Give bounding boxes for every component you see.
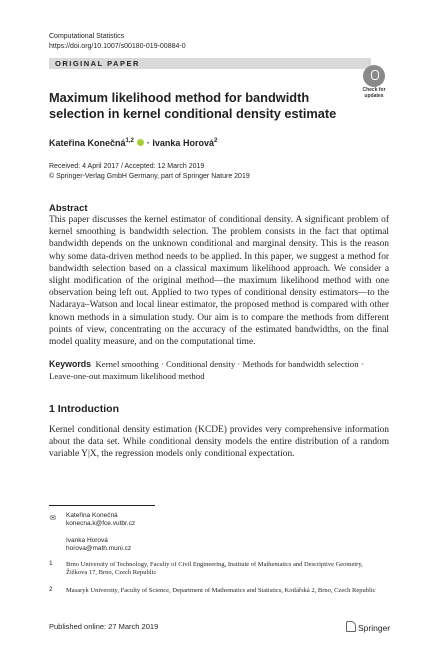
- received-accepted-dates: Received: 4 April 2017 / Accepted: 12 March 2019: [49, 163, 205, 170]
- doi-link[interactable]: https://doi.org/10.1007/s00180-019-00884-0: [49, 43, 186, 50]
- badge-line2: updates: [364, 93, 384, 99]
- springer-horse-icon: [346, 621, 356, 632]
- copyright: © Springer-Verlag GmbH Germany, part of Springer Nature 2019: [49, 172, 250, 180]
- keywords: [49, 358, 389, 382]
- published-online-date: Published online: 27 March 2019: [49, 622, 159, 631]
- contact-1-name: Kateřina Konečná: [66, 512, 118, 519]
- check-updates-icon: [363, 65, 385, 87]
- section-band-label: ORIGINAL PAPER: [55, 59, 140, 68]
- abstract-text: This paper discusses the kernel estimator of conditional density. A significant problem of kernel smoothing is bandwidth selection. The problem consists in the fact that optimal bandwidth depends on the unknown conditional and marginal density. This is the reason why some data-driven method needs to be applied. In this paper, we suggest a method for bandwidth selection based on a classical maximum likelihood approach. We consider a slight modification of the original method—the maximum likelihood method with one observation being left out. Applied to two types of conditional density estimators—to the Nadaraya–Watson and local linear estimator, the proposed method is compared with other known methods in a simulation study. Our aim is to compare the methods from different points of view, concentrating on the accuracy of the estimated bandwidths, on the final model quality measure, and on the computational time.: [49, 215, 389, 348]
- section-band: [49, 58, 371, 69]
- section-heading-introduction: 1 Introduction: [49, 403, 119, 415]
- introduction-text: Kernel conditional density estimation (KCDE) provides very comprehensive information about the data set. While conditional density models the entire distribution of a random variable Y|X, the regression models only conditional expectation.: [49, 425, 389, 460]
- keywords-label: Keywords: [49, 359, 92, 369]
- author-1: Kateřina Konečná: [49, 138, 126, 148]
- author-2-affiliation: 2: [213, 138, 218, 144]
- author-2: Ivanka Horová: [152, 138, 214, 148]
- paper-title: Maximum likelihood method for bandwidth selection in kernel conditional density estimate: [49, 90, 337, 121]
- contact-2-name: Ivanka Horová: [66, 536, 108, 544]
- orcid-icon[interactable]: [137, 139, 144, 146]
- footnote-rule: [49, 505, 155, 506]
- badge-line1: Check for: [362, 87, 386, 93]
- journal-header: [49, 32, 186, 52]
- correspondence: [66, 512, 135, 554]
- affiliation-2-text: Masaryk University, Faculty of Science, Department of Mathematics and Statistics, Kotlářská 2, Brno, Czech Republic: [66, 587, 376, 594]
- abstract-heading: Abstract: [49, 203, 88, 214]
- springer-logo: [346, 621, 390, 633]
- envelope-icon: ✉: [50, 515, 56, 522]
- author-1-affiliation: 1,2: [125, 138, 134, 144]
- affiliation-1-number: 1: [49, 560, 53, 567]
- contact-1-email[interactable]: konecna.k@fce.vutbr.cz: [66, 520, 136, 528]
- keywords-text: Kernel smoothing · Conditional density · Methods for bandwidth selection · Leave-one-out maximum likelihood method: [49, 359, 364, 381]
- affiliation-1-text: Brno University of Technology, Faculty of Civil Engineering, Institute of Mathematics and Descriptive Geometry, Žižkova 17, Brno, Czech Republic: [66, 561, 363, 577]
- author-separator: ·: [146, 138, 150, 148]
- author-line: [49, 138, 217, 148]
- check-for-updates-badge[interactable]: [362, 65, 386, 99]
- journal-name: Computational Statistics: [49, 33, 125, 40]
- springer-logo-text: Springer: [358, 623, 391, 633]
- affiliation-2-number: 2: [49, 586, 53, 593]
- contact-2-email[interactable]: horova@math.muni.cz: [66, 545, 132, 553]
- article-meta: [49, 162, 250, 181]
